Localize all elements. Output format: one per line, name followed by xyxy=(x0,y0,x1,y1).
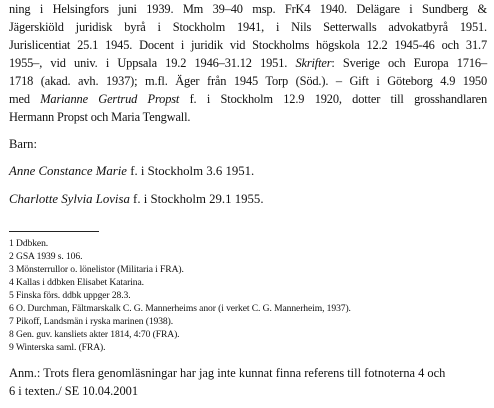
footnote: 5 Finska förs. ddbk uppger 28.3. xyxy=(9,290,131,301)
text-run: Hermann Propst och Maria Tengwall. xyxy=(9,110,191,124)
child-details: f. i Stockholm 29.1 1955. xyxy=(129,192,264,206)
bio-line xyxy=(9,110,487,125)
footnote: 3 Mönsterrullor o. lönelistor (Militaria i FRA). xyxy=(9,264,184,275)
bio-line xyxy=(9,2,487,17)
text-run: 1955–, vid univ. i Uppsala 19.2 1946–31.12 1951. xyxy=(9,56,296,70)
editor-note-line: 6 i texten./ SE 10.04.2001 xyxy=(9,384,139,398)
footnote: 7 Pikoff, Landsmän i ryska marinen (1938). xyxy=(9,316,174,327)
text-run: f. i Stockholm 12.9 1920, dotter till grosshandlaren xyxy=(179,92,487,106)
italic-run: Skrifter xyxy=(295,56,332,70)
text-run: : Sverige och Europa 1716– xyxy=(331,56,487,70)
footnote: 1 Ddbken. xyxy=(9,238,49,249)
child-details: f. i Stockholm 3.6 1951. xyxy=(127,164,255,178)
footnote: 2 GSA 1939 s. 106. xyxy=(9,251,83,262)
bio-line xyxy=(9,92,487,107)
footnote: 9 Winterska saml. (FRA). xyxy=(9,342,106,353)
footnote: 4 Kallas i ddbken Elisabet Katarina. xyxy=(9,277,144,288)
text-run: med xyxy=(9,92,41,106)
editor-note-line: Anm.: Trots flera genomläsningar har jag inte kunnat finna referens till fotnoterna 4 och xyxy=(9,366,446,380)
text-run: ning i Helsingfors juni 1939. Mm 39–40 msp. FrK4 1940. Delägare i Sundberg & xyxy=(9,2,487,16)
footnote: 6 O. Durchman, Fältmarskalk C. G. Mannerheims anor (i verket C. G. Mannerheim, 1937). xyxy=(9,303,351,314)
bio-line xyxy=(9,74,487,89)
text-run: 1718 (akad. avh. 1937); m.fl. Äger från 1945 Torp (Söd.). – Gift i Göteborg 4.9 1950 xyxy=(9,74,487,88)
italic-run: Marianne Gertrud Propst xyxy=(40,92,180,106)
footnote: 8 Gen. guv. kansliets akter 1814, 4:70 (FRA). xyxy=(9,329,180,340)
child-entry xyxy=(9,192,264,207)
footnote-divider xyxy=(9,231,99,232)
text-run: Jurislicentiat 25.1 1945. Docent i juridik vid Stockholms högskola 12.2 1945-46 och 31.7 xyxy=(9,38,487,52)
bio-line xyxy=(9,56,487,71)
child-name: Anne Constance Marie xyxy=(9,164,127,178)
child-entry xyxy=(9,164,254,179)
text-run: Jägerskiöld juridisk byrå i Stockholm 1941, i Nils Setterwalls advokatbyrå 1951. xyxy=(9,20,487,34)
child-name: Charlotte Sylvia Lovisa xyxy=(9,192,130,206)
bio-line xyxy=(9,20,487,35)
children-heading: Barn: xyxy=(9,137,37,151)
bio-line xyxy=(9,38,487,53)
